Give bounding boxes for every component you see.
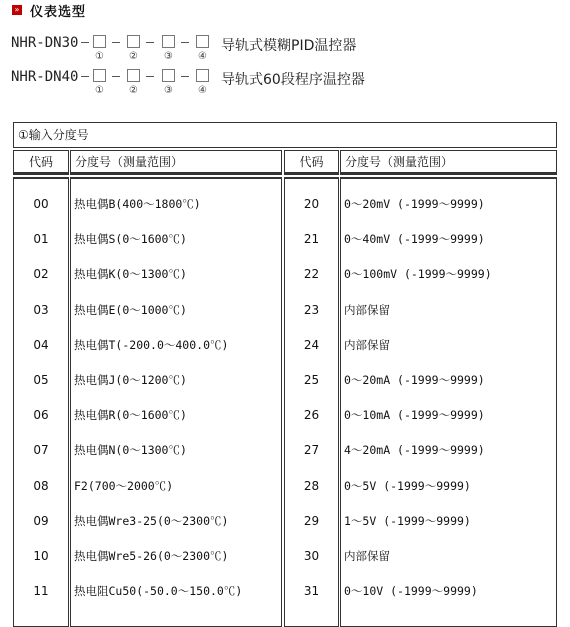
slot-number: ① <box>95 85 104 96</box>
row-range: 0～10V (-1999～9999) <box>344 584 478 598</box>
slot-number: ④ <box>198 85 207 96</box>
slot-box <box>162 69 175 82</box>
separator-dash <box>112 76 120 77</box>
model-description: 导轨式模糊PID温控器 <box>221 38 357 54</box>
row-range: 热电阻Cu50(-50.0～150.0℃) <box>74 584 243 598</box>
page-title: 仪表选型 <box>30 4 87 20</box>
separator-dash <box>146 42 154 43</box>
row-code: 10 <box>33 549 49 563</box>
row-range: 内部保留 <box>344 338 390 352</box>
row-range: 0～5V (-1999～9999) <box>344 479 471 493</box>
slot-number: ③ <box>164 51 173 62</box>
model-description: 导轨式60段程序温控器 <box>221 72 365 88</box>
slot-box <box>127 35 140 48</box>
model-code-dn40 <box>11 67 570 99</box>
slot-box <box>196 35 209 48</box>
row-range: F2(700～2000℃) <box>74 479 174 493</box>
slot-box <box>127 69 140 82</box>
header-code-left: 代码 <box>13 150 69 175</box>
row-range: 热电偶N(0～1300℃) <box>74 443 187 457</box>
row-code: 23 <box>303 303 320 317</box>
row-code: 01 <box>33 232 49 246</box>
row-range: 热电偶S(0～1600℃) <box>74 232 187 246</box>
row-range: 热电偶E(0～1000℃) <box>74 303 187 317</box>
separator-dash <box>81 42 89 43</box>
row-code: 25 <box>303 373 320 387</box>
slot-box <box>162 35 175 48</box>
row-code: 09 <box>33 514 49 528</box>
separator-dash <box>181 42 189 43</box>
row-code: 28 <box>303 479 320 493</box>
row-range: 0～40mV (-1999～9999) <box>344 232 485 246</box>
slot-number: ② <box>129 85 138 96</box>
row-range: 0～20mA (-1999～9999) <box>344 373 485 387</box>
model-name: NHR-DN40 <box>11 69 79 85</box>
row-code: 22 <box>303 267 320 281</box>
separator-dash <box>81 76 89 77</box>
row-code: 07 <box>33 443 49 457</box>
arrow-icon: » <box>12 5 22 15</box>
row-code: 00 <box>33 197 49 211</box>
slot-box <box>93 69 106 82</box>
row-range: 0～10mA (-1999～9999) <box>344 408 485 422</box>
row-code: 05 <box>33 373 49 387</box>
row-code: 02 <box>33 267 49 281</box>
row-range: 热电偶J(0～1200℃) <box>74 373 187 387</box>
slot-number: ② <box>129 51 138 62</box>
row-code: 21 <box>303 232 320 246</box>
row-range: 热电偶Wre3-25(0～2300℃) <box>74 514 229 528</box>
row-code: 29 <box>303 514 320 528</box>
row-range: 1～5V (-1999～9999) <box>344 514 471 528</box>
slot-number: ① <box>95 51 104 62</box>
separator-dash <box>146 76 154 77</box>
row-code: 27 <box>303 443 320 457</box>
row-range: 0～100mV (-1999～9999) <box>344 267 492 281</box>
section-title: ①输入分度号 <box>13 122 557 148</box>
separator-dash <box>181 76 189 77</box>
slot-box <box>93 35 106 48</box>
header-range-left: 分度号（测量范围） <box>70 150 282 175</box>
row-code: 11 <box>33 584 49 598</box>
row-range: 热电偶K(0～1300℃) <box>74 267 187 281</box>
section-header <box>12 1 86 19</box>
row-code: 24 <box>303 338 320 352</box>
slot-number: ③ <box>164 85 173 96</box>
row-range: 热电偶R(0～1600℃) <box>74 408 187 422</box>
model-code-dn30 <box>11 33 570 65</box>
row-code: 20 <box>303 197 320 211</box>
row-range: 热电偶T(-200.0～400.0℃) <box>74 338 229 352</box>
row-range: 0～20mV (-1999～9999) <box>344 197 485 211</box>
slot-number: ④ <box>198 51 207 62</box>
row-code: 04 <box>33 338 49 352</box>
row-code: 31 <box>303 584 320 598</box>
model-name: NHR-DN30 <box>11 35 79 51</box>
header-range-right: 分度号（测量范围） <box>340 150 557 175</box>
row-range: 内部保留 <box>344 549 390 563</box>
row-code: 30 <box>303 549 320 563</box>
slot-box <box>196 69 209 82</box>
row-range: 4～20mA (-1999～9999) <box>344 443 485 457</box>
header-code-right: 代码 <box>284 150 339 175</box>
row-code: 26 <box>303 408 320 422</box>
row-range: 内部保留 <box>344 303 390 317</box>
row-range: 热电偶Wre5-26(0～2300℃) <box>74 549 229 563</box>
row-code: 08 <box>33 479 49 493</box>
row-code: 03 <box>33 303 49 317</box>
separator-dash <box>112 42 120 43</box>
row-code: 06 <box>33 408 49 422</box>
row-range: 热电偶B(400～1800℃) <box>74 197 201 211</box>
